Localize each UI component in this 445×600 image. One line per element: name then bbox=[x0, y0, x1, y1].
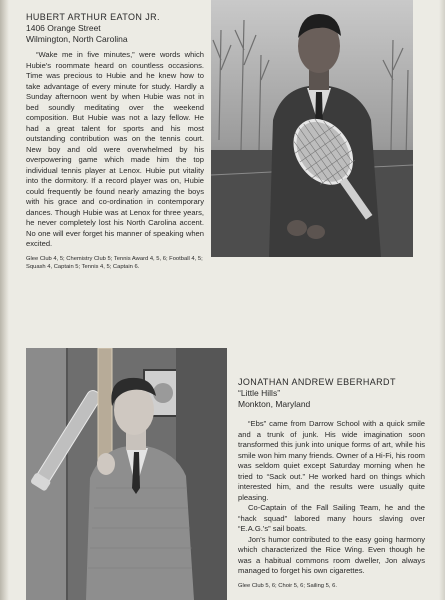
bio-paragraph: Jon's humor contributed to the easy going harmony which characterized the Rice Wing. Even though he was a habitual commons room dweller, Jon always managed to forget his own cigarettes. bbox=[238, 534, 425, 575]
page-edge bbox=[439, 0, 445, 600]
portrait-tennis-icon bbox=[211, 0, 413, 257]
senior-activities: Glee Club 5, 6; Choir 5, 6; Sailing 5, 6. bbox=[238, 582, 337, 589]
portrait-photo-eberhardt bbox=[26, 348, 227, 600]
senior-entry-eaton bbox=[26, 12, 204, 271]
senior-address-city: Monkton, Maryland bbox=[238, 399, 311, 409]
senior-name: HUBERT ARTHUR EATON JR. bbox=[26, 12, 160, 22]
senior-bio bbox=[238, 419, 425, 577]
senior-bio bbox=[26, 50, 204, 250]
page-gutter bbox=[0, 0, 9, 600]
bio-paragraph: Co-Captain of the Fall Sailing Team, he and the “hack squad” labored many hours slaving over “E.A.G.'s” sail boats. bbox=[238, 503, 425, 533]
senior-address-street: 1406 Orange Street bbox=[26, 23, 101, 33]
senior-nickname: “Little Hills” bbox=[238, 388, 281, 398]
bio-paragraph: “Ebs” came from Darrow School with a quick smile and a trunk of junk. His wide imagination soon transformed this junk into unique forms of art, while his smile won him many friends. Owner of a Hi-Fi, his room was seldom quiet except Saturday morning when he tried to “Sack out.” He worked hard on things which interested him, and the results were usually quite pleasing. bbox=[238, 419, 425, 502]
senior-address-city: Wilmington, North Carolina bbox=[26, 34, 128, 44]
senior-activities: Glee Club 4, 5; Chemistry Club 5; Tennis Award 4, 5, 6; Football 4, 5; Squash 4, Captain 5; Tennis 4, 5; Captain 6. bbox=[26, 255, 203, 270]
senior-entry-eberhardt bbox=[238, 377, 425, 590]
bio-paragraph: “Wake me in five minutes,” were words which Hubie's roommate heard on countless occasions. Time was precious to Hubie and he knew how to take advantage of every minute for study. Hardly a Sunday afternoon went by when Hubie was not in bed soundly meditating over the weekend composition. But Hubie was not a lazy fellow. He had a great talent for sports and his most outstanding contribution was on the tennis court. New boy and old were overwhelmed by his overpowering game which made him the top individual tennis player at Lenox. Hubie put vitality into the dormitory. If a record player was on, Hubie could frequently be found nearly amazing the boys with his grace and co-ordination in contemporary dances. Though Hubie was at Lenox for three years, he never completely lost his North Carolina accent. No one will ever forget his manner of speaking when excited. bbox=[26, 50, 204, 248]
portrait-telescope-icon bbox=[26, 348, 227, 600]
portrait-photo-eaton bbox=[211, 0, 413, 257]
senior-name: JONATHAN ANDREW EBERHARDT bbox=[238, 377, 396, 387]
